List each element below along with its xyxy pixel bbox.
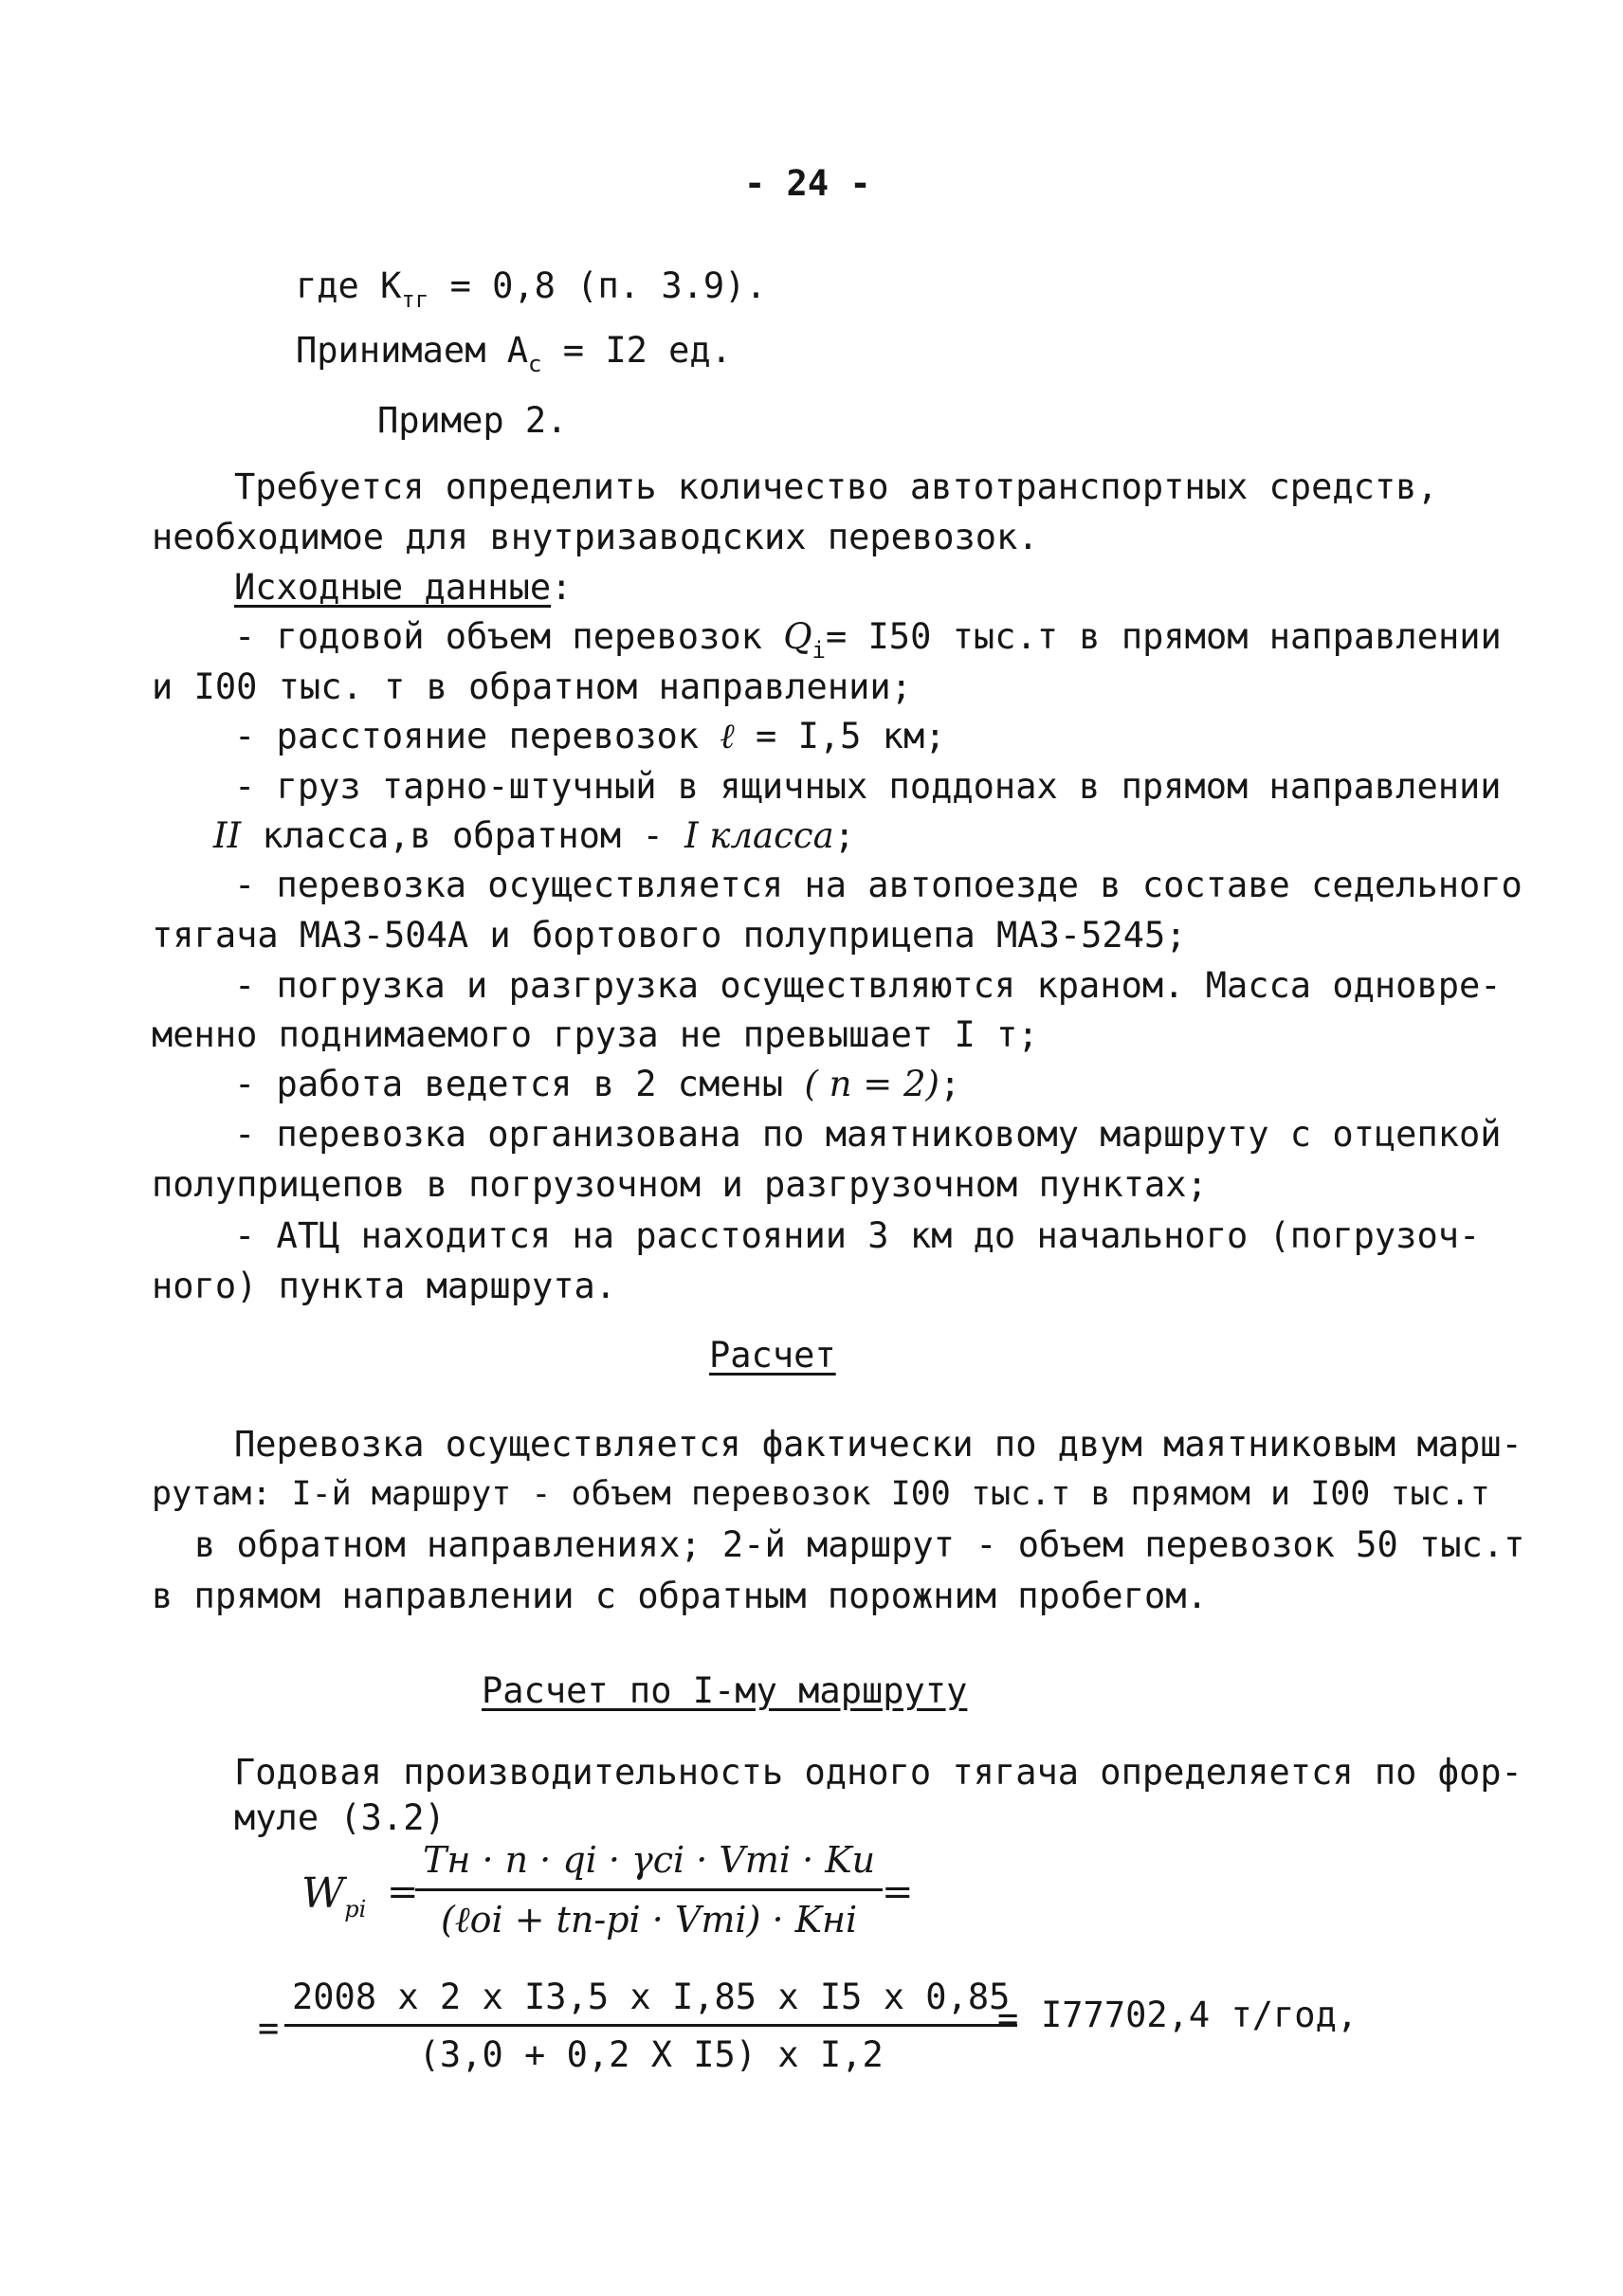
computation-result: I77702,4 т/год,: [1041, 1995, 1359, 2035]
text-line: - АТЦ находится на расстоянии 3 км до начального (погрузоч-: [234, 1215, 1481, 1256]
text-line: менно поднимаемого груза не превышает I т;: [152, 1014, 1039, 1055]
formula-denominator: (ℓoi + tп-рi · Vтi) · Kнi: [440, 1898, 858, 1941]
text-line: в прямом направлении с обратным порожним пробегом.: [152, 1576, 1208, 1616]
text-line: - расстояние перевозок ℓ = I,5 км;: [234, 716, 946, 756]
computation-result-equals: =: [997, 1998, 1019, 2039]
computation-equals: =: [258, 2008, 280, 2049]
formula-equals: =: [387, 1870, 419, 1914]
formula-numerator: Tн · n · qi · γci · Vтi · Kи: [415, 1839, 883, 1891]
computation-denominator: (3,0 + 0,2 X I5) x I,2: [418, 2034, 884, 2076]
text-line: - груз тарно-штучный в ящичных поддонах в прямом направлении: [234, 766, 1502, 807]
text-line: и I00 тыс. т в обратном направлении;: [152, 666, 912, 707]
formula-lhs: $W_{pi}$: [301, 1869, 367, 1922]
text-line: Годовая производительность одного тягача определяется по фор-: [234, 1752, 1523, 1793]
text-line: муле (3.2): [234, 1797, 446, 1838]
text-line: Принимаем $А_с = I2$ ед.: [296, 330, 732, 377]
formula-trailing-equals: =: [882, 1870, 914, 1914]
text-line: ного) пункта маршрута.: [152, 1266, 617, 1306]
text-line: в обратном направлениях; 2-й маршрут - объем перевозок 50 тыс.т: [194, 1524, 1525, 1565]
section-heading: Расчет по I-му маршруту: [482, 1670, 968, 1711]
page-number: - 24 -: [744, 163, 871, 204]
computation-fraction: [284, 1977, 1017, 2077]
section-heading: Расчет: [709, 1335, 836, 1376]
text-line: рутам: I-й маршрут - объем перевозок I00 тыс.т в прямом и I00 тыс.т: [152, 1475, 1490, 1513]
text-line: - перевозка осуществляется на автопоезде в составе седельного: [234, 865, 1523, 905]
section-heading: Исходные данные:: [234, 567, 573, 608]
text-line: где $К_{тг} = 0,8$ (п. 3.9).: [296, 265, 767, 313]
text-line: II класса,в обратном - I класса;: [213, 815, 855, 856]
text-line: - работа ведется в 2 смены ( n = 2);: [234, 1064, 961, 1104]
text-line: - перевозка организована по маятниковому маршруту с отцепкой: [234, 1114, 1502, 1155]
example-label: Пример 2.: [377, 400, 568, 441]
text-line: Требуется определить количество автотранспортных средств,: [234, 466, 1438, 507]
formula-fraction: [415, 1839, 883, 1941]
text-line: - погрузка и разгрузка осуществляются краном. Масса одновре-: [234, 965, 1502, 1006]
text-line: необходимое для внутризаводских перевозок.: [152, 517, 1039, 557]
text-line: полуприцепов в погрузочном и разгрузочном пунктах;: [152, 1164, 1208, 1205]
text-line: тягача МАЗ-504А и бортового полуприцепа МАЗ-5245;: [152, 915, 1187, 956]
text-line: - годовой объем перевозок $Q_i= I50$ тыс.т в прямом направлении: [234, 616, 1502, 664]
text-line: Перевозка осуществляется фактически по двум маятниковым марш-: [234, 1424, 1523, 1465]
computation-numerator: 2008 x 2 x I3,5 x I,85 x I5 x 0,85: [284, 1977, 1017, 2027]
